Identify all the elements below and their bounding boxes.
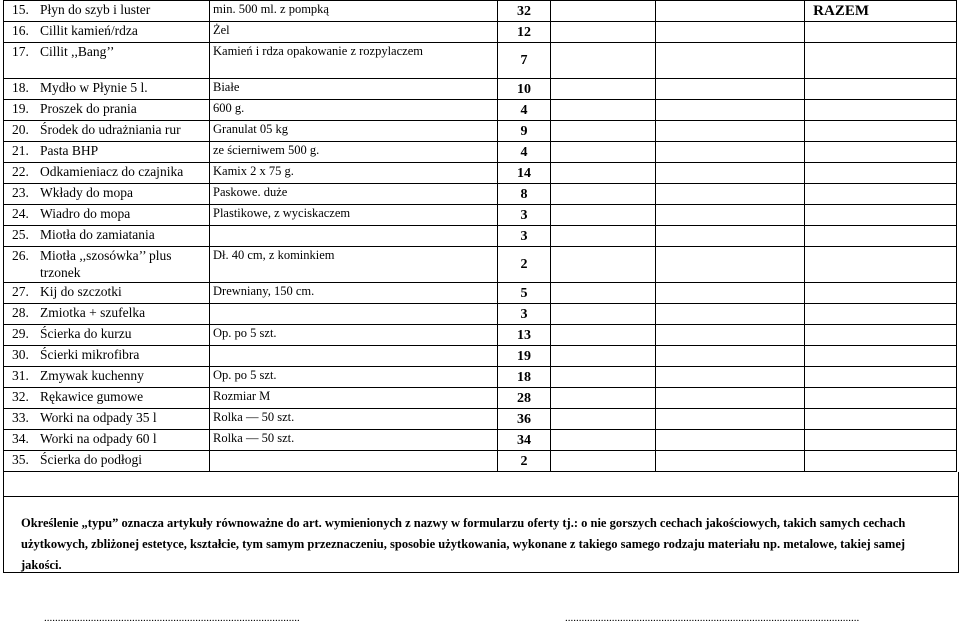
empty-cell xyxy=(805,22,957,43)
item-quantity: 19 xyxy=(498,346,551,367)
row-number: 15. xyxy=(4,1,37,22)
item-quantity: 28 xyxy=(498,388,551,409)
empty-cell xyxy=(551,142,656,163)
table-row xyxy=(4,43,957,79)
item-description: Rolka — 50 szt. xyxy=(210,409,498,430)
item-name: Rękawice gumowe xyxy=(36,388,210,409)
item-quantity: 18 xyxy=(498,367,551,388)
row-number: 18. xyxy=(4,79,37,100)
empty-cell xyxy=(551,226,656,247)
empty-cell xyxy=(805,325,957,346)
signature-line-right: ........................................................................................................... xyxy=(565,612,860,624)
item-quantity: 2 xyxy=(498,247,551,283)
empty-cell xyxy=(805,184,957,205)
table-row xyxy=(4,409,957,430)
empty-cell xyxy=(656,346,805,367)
empty-cell xyxy=(551,22,656,43)
row-number: 28. xyxy=(4,304,37,325)
item-quantity: 9 xyxy=(498,121,551,142)
item-name: Wiadro do mopa xyxy=(36,205,210,226)
empty-cell xyxy=(805,283,957,304)
item-description xyxy=(210,226,498,247)
item-name: Proszek do prania xyxy=(36,100,210,121)
empty-cell xyxy=(551,184,656,205)
empty-cell xyxy=(551,121,656,142)
empty-cell xyxy=(656,226,805,247)
row-number: 33. xyxy=(4,409,37,430)
row-number: 34. xyxy=(4,430,37,451)
item-name: Mydło w Płynie 5 l. xyxy=(36,79,210,100)
empty-cell xyxy=(551,205,656,226)
signature-line-left: ............................................................................................. xyxy=(44,612,300,624)
empty-cell xyxy=(805,388,957,409)
row-number: 21. xyxy=(4,142,37,163)
row-number: 32. xyxy=(4,388,37,409)
empty-cell xyxy=(805,304,957,325)
item-quantity: 12 xyxy=(498,22,551,43)
item-description: Op. po 5 szt. xyxy=(210,325,498,346)
table-row xyxy=(4,247,957,283)
item-name: Zmywak kuchenny xyxy=(36,367,210,388)
total-row xyxy=(3,472,959,497)
empty-cell xyxy=(805,346,957,367)
item-name: Worki na odpady 35 l xyxy=(36,409,210,430)
row-number: 26. xyxy=(4,247,37,283)
item-name: Odkamieniacz do czajnika xyxy=(36,163,210,184)
empty-cell xyxy=(805,247,957,283)
item-name: Ścierki mikrofibra xyxy=(36,346,210,367)
table-row xyxy=(4,226,957,247)
item-name: Ścierka do podłogi xyxy=(36,451,210,472)
empty-cell xyxy=(805,121,957,142)
table-row xyxy=(4,142,957,163)
row-number: 17. xyxy=(4,43,37,79)
row-number: 29. xyxy=(4,325,37,346)
item-quantity: 14 xyxy=(498,163,551,184)
item-description: min. 500 ml. z pompką xyxy=(210,1,498,22)
empty-cell xyxy=(551,283,656,304)
item-quantity: 34 xyxy=(498,430,551,451)
item-description xyxy=(210,346,498,367)
item-description xyxy=(210,304,498,325)
item-description: Drewniany, 150 cm. xyxy=(210,283,498,304)
item-name: Pasta BHP xyxy=(36,142,210,163)
row-number: 19. xyxy=(4,100,37,121)
empty-cell xyxy=(551,388,656,409)
row-number: 24. xyxy=(4,205,37,226)
empty-cell xyxy=(805,205,957,226)
empty-cell xyxy=(656,205,805,226)
row-number: 31. xyxy=(4,367,37,388)
empty-cell xyxy=(551,325,656,346)
row-number: 27. xyxy=(4,283,37,304)
item-name: Środek do udrażniania rur xyxy=(36,121,210,142)
empty-cell xyxy=(551,79,656,100)
empty-cell xyxy=(805,100,957,121)
table-row xyxy=(4,451,957,472)
item-description: ze ścierniwem 500 g. xyxy=(210,142,498,163)
empty-cell xyxy=(805,367,957,388)
empty-cell xyxy=(656,184,805,205)
table-row xyxy=(4,205,957,226)
item-quantity: 3 xyxy=(498,205,551,226)
item-quantity: 4 xyxy=(498,142,551,163)
item-description: Rolka — 50 szt. xyxy=(210,430,498,451)
empty-cell xyxy=(656,388,805,409)
item-quantity: 10 xyxy=(498,79,551,100)
item-description: 600 g. xyxy=(210,100,498,121)
empty-cell xyxy=(656,1,805,22)
empty-cell xyxy=(656,121,805,142)
empty-cell xyxy=(656,367,805,388)
item-description: Białe xyxy=(210,79,498,100)
empty-cell xyxy=(551,247,656,283)
table-row xyxy=(4,325,957,346)
item-quantity: 2 xyxy=(498,451,551,472)
empty-cell xyxy=(656,304,805,325)
item-quantity: 5 xyxy=(498,283,551,304)
empty-cell xyxy=(656,163,805,184)
empty-cell xyxy=(551,163,656,184)
row-number: 20. xyxy=(4,121,37,142)
empty-cell xyxy=(656,283,805,304)
row-number: 16. xyxy=(4,22,37,43)
empty-cell xyxy=(551,304,656,325)
empty-cell xyxy=(805,409,957,430)
empty-cell xyxy=(805,163,957,184)
item-quantity: 7 xyxy=(498,43,551,79)
item-quantity: 32 xyxy=(498,1,551,22)
empty-cell xyxy=(551,1,656,22)
item-quantity: 8 xyxy=(498,184,551,205)
empty-cell xyxy=(656,43,805,79)
items-table-body xyxy=(4,1,957,472)
item-name: Zmiotka + szufelka xyxy=(36,304,210,325)
empty-cell xyxy=(656,79,805,100)
empty-cell xyxy=(805,79,957,100)
table-row xyxy=(4,283,957,304)
item-name: Cillit kamień/rdza xyxy=(36,22,210,43)
table-row xyxy=(4,184,957,205)
empty-cell xyxy=(551,451,656,472)
table-row xyxy=(4,100,957,121)
item-name: Wkłady do mopa xyxy=(36,184,210,205)
empty-cell xyxy=(656,142,805,163)
empty-cell xyxy=(656,409,805,430)
item-name: Płyn do szyb i luster xyxy=(36,1,210,22)
table-row xyxy=(4,388,957,409)
empty-cell xyxy=(656,325,805,346)
item-description: Kamień i rdza opakowanie z rozpylaczem xyxy=(210,43,498,79)
table-row xyxy=(4,304,957,325)
table-row xyxy=(4,430,957,451)
item-description: Granulat 05 kg xyxy=(210,121,498,142)
total-label: RAZEM xyxy=(813,3,869,19)
empty-cell xyxy=(656,100,805,121)
empty-cell xyxy=(805,451,957,472)
table-row xyxy=(4,367,957,388)
empty-cell xyxy=(656,451,805,472)
empty-cell xyxy=(551,430,656,451)
empty-cell xyxy=(805,430,957,451)
empty-cell xyxy=(551,43,656,79)
item-quantity: 13 xyxy=(498,325,551,346)
empty-cell xyxy=(551,346,656,367)
table-row xyxy=(4,121,957,142)
empty-cell xyxy=(551,367,656,388)
empty-cell xyxy=(805,226,957,247)
item-description: Paskowe. duże xyxy=(210,184,498,205)
row-number: 23. xyxy=(4,184,37,205)
items-table xyxy=(3,0,957,472)
item-description: Kamix 2 x 75 g. xyxy=(210,163,498,184)
item-name: Kij do szczotki xyxy=(36,283,210,304)
empty-cell xyxy=(656,430,805,451)
item-quantity: 3 xyxy=(498,226,551,247)
item-description xyxy=(210,451,498,472)
empty-cell xyxy=(805,142,957,163)
empty-cell xyxy=(551,100,656,121)
item-name: Miotła do zamiatania xyxy=(36,226,210,247)
row-number: 30. xyxy=(4,346,37,367)
empty-cell xyxy=(656,247,805,283)
empty-cell xyxy=(551,409,656,430)
item-quantity: 4 xyxy=(498,100,551,121)
item-name: Ścierka do kurzu xyxy=(36,325,210,346)
row-number: 25. xyxy=(4,226,37,247)
table-row xyxy=(4,163,957,184)
empty-cell xyxy=(656,22,805,43)
row-number: 22. xyxy=(4,163,37,184)
empty-cell xyxy=(805,43,957,79)
item-quantity: 36 xyxy=(498,409,551,430)
item-description: Op. po 5 szt. xyxy=(210,367,498,388)
item-name: Cillit ,,Bang’’ xyxy=(36,43,210,79)
row-number: 35. xyxy=(4,451,37,472)
note-text: Określenie „typu” oznacza artykuły równoważne do art. wymienionych z nazwy w formularzu oferty tj.: o nie gorszych cechach jakościowych, takich samych cechach użytkowych, zbliżonej estetyce, kształcie, tym samym przeznaczeniu, sposobie użytkowania, wykonane z takiego samego rodzaju materiału np. metalowe, takiej samej jakości. xyxy=(21,516,906,572)
item-name: Miotła ,,szosówka’’ plus trzonek xyxy=(36,247,210,283)
item-description: Dł. 40 cm, z kominkiem xyxy=(210,247,498,283)
table-row xyxy=(4,346,957,367)
item-description: Plastikowe, z wyciskaczem xyxy=(210,205,498,226)
item-name: Worki na odpady 60 l xyxy=(36,430,210,451)
table-row xyxy=(4,79,957,100)
item-quantity: 3 xyxy=(498,304,551,325)
item-description: Żel xyxy=(210,22,498,43)
table-row xyxy=(4,22,957,43)
item-description: Rozmiar M xyxy=(210,388,498,409)
